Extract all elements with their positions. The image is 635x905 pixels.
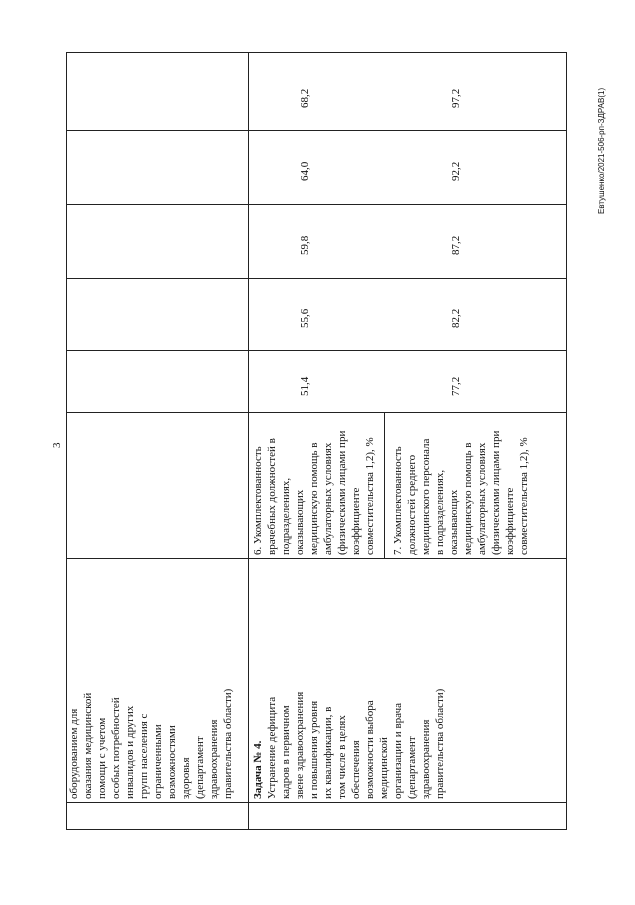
indicator-7-line: в подразделениях, (434, 469, 446, 555)
indicator-6-value: 68,2 (299, 88, 311, 108)
indicator-6-line: врачебных должностей в (266, 438, 278, 555)
indicator-6-line: коэффициенте (350, 487, 362, 555)
indicator-7-value: 77,2 (450, 376, 462, 396)
row1-task-line: ограниченными (152, 724, 164, 799)
table-border-right (566, 52, 567, 830)
indicator-6-value: 64,0 (299, 161, 311, 181)
indicator-7-line: медицинскую помощь в (462, 442, 474, 555)
indicator-6-line: подразделениях, (280, 477, 292, 555)
row-divider-1 (248, 52, 249, 830)
indicator-7-line: амбулаторных условиях (476, 442, 488, 555)
row1-task-line: здравоохранения (208, 719, 220, 799)
row1-task-line: помощи с учетом (96, 717, 108, 799)
task-4-line: их квалификации, в (322, 706, 334, 799)
indicator-6-value: 51,4 (299, 376, 311, 396)
indicator-7-line: оказывающих (448, 489, 460, 555)
row1-task-line: здоровья (180, 757, 192, 799)
indicator-6-line: оказывающих (294, 489, 306, 555)
table-border-bottom (66, 829, 566, 830)
task-4-line: (департамент (406, 736, 418, 799)
task-4-line: возможности выбора (364, 700, 376, 799)
indicator-7-line: коэффициенте (504, 487, 516, 555)
indicator-6-line: медицинскую помощь в (308, 442, 320, 555)
row1-task-line: оборудованием для (68, 708, 80, 799)
indicator-7-line: (физическими лицами при (490, 430, 502, 555)
task-4-line: правительства области) (434, 688, 446, 799)
indicator-7-line: медицинского персонала (420, 438, 432, 555)
col-divider-2 (66, 558, 566, 559)
task-4-title: Задача № 4. (252, 740, 264, 799)
col-divider-4 (66, 350, 566, 351)
col-divider-3 (66, 412, 566, 413)
task-4-line: кадров в первичном (280, 705, 292, 799)
task-4-line: звене здравоохранения (294, 691, 306, 799)
indicator-7-value: 82,2 (450, 308, 462, 328)
row1-task-line: правительства области) (222, 688, 234, 799)
task-4-line: и повышения уровня (308, 700, 320, 799)
indicator-6-line: (физическими лицами при (336, 430, 348, 555)
row1-task-line: групп населения с (138, 713, 150, 799)
indicator-6-value: 59,8 (299, 235, 311, 255)
row1-task-line: инвалидов и других (124, 705, 136, 799)
indicator-6-line: совместительства 1,2), % (364, 437, 376, 555)
task-4-line: Устранение дефицита (266, 696, 278, 799)
row-divider-2 (384, 412, 385, 558)
table-border-left (66, 52, 67, 830)
col-divider-6 (66, 204, 566, 205)
indicator-7-value: 87,2 (450, 235, 462, 255)
indicator-7-value: 97,2 (450, 88, 462, 108)
document-code: Евтушенко/2021-506-рп-ЗДРАВ(1) (597, 87, 606, 214)
indicator-7-line: должностей среднего (406, 454, 418, 555)
indicator-7-value: 92,2 (450, 161, 462, 181)
task-4-line: организации и врача (392, 703, 404, 799)
row1-task-line: особых потребностей (110, 697, 122, 799)
page-number: 3 (51, 442, 63, 448)
indicator-6-line: амбулаторных условиях (322, 442, 334, 555)
row1-task-line: возможностями (166, 725, 178, 799)
table-border-top (66, 52, 566, 53)
task-4-line: обеспечения (350, 740, 362, 799)
task-4-line: медицинской (378, 737, 390, 799)
col-divider-7 (66, 130, 566, 131)
col-divider-5 (66, 278, 566, 279)
indicator-7-line: совместительства 1,2), % (518, 437, 530, 555)
task-4-line: здравоохранения (420, 719, 432, 799)
row1-task-line: (департамент (194, 736, 206, 799)
task-4-line: том числе в целях (336, 715, 348, 799)
col-divider-1 (66, 802, 566, 803)
row1-task-line: оказания медицинской (82, 692, 94, 799)
indicator-6-value: 55,6 (299, 308, 311, 328)
indicator-6-line: 6. Укомплектованность (252, 446, 264, 555)
indicator-7-line: 7. Укомплектованность (392, 446, 404, 555)
